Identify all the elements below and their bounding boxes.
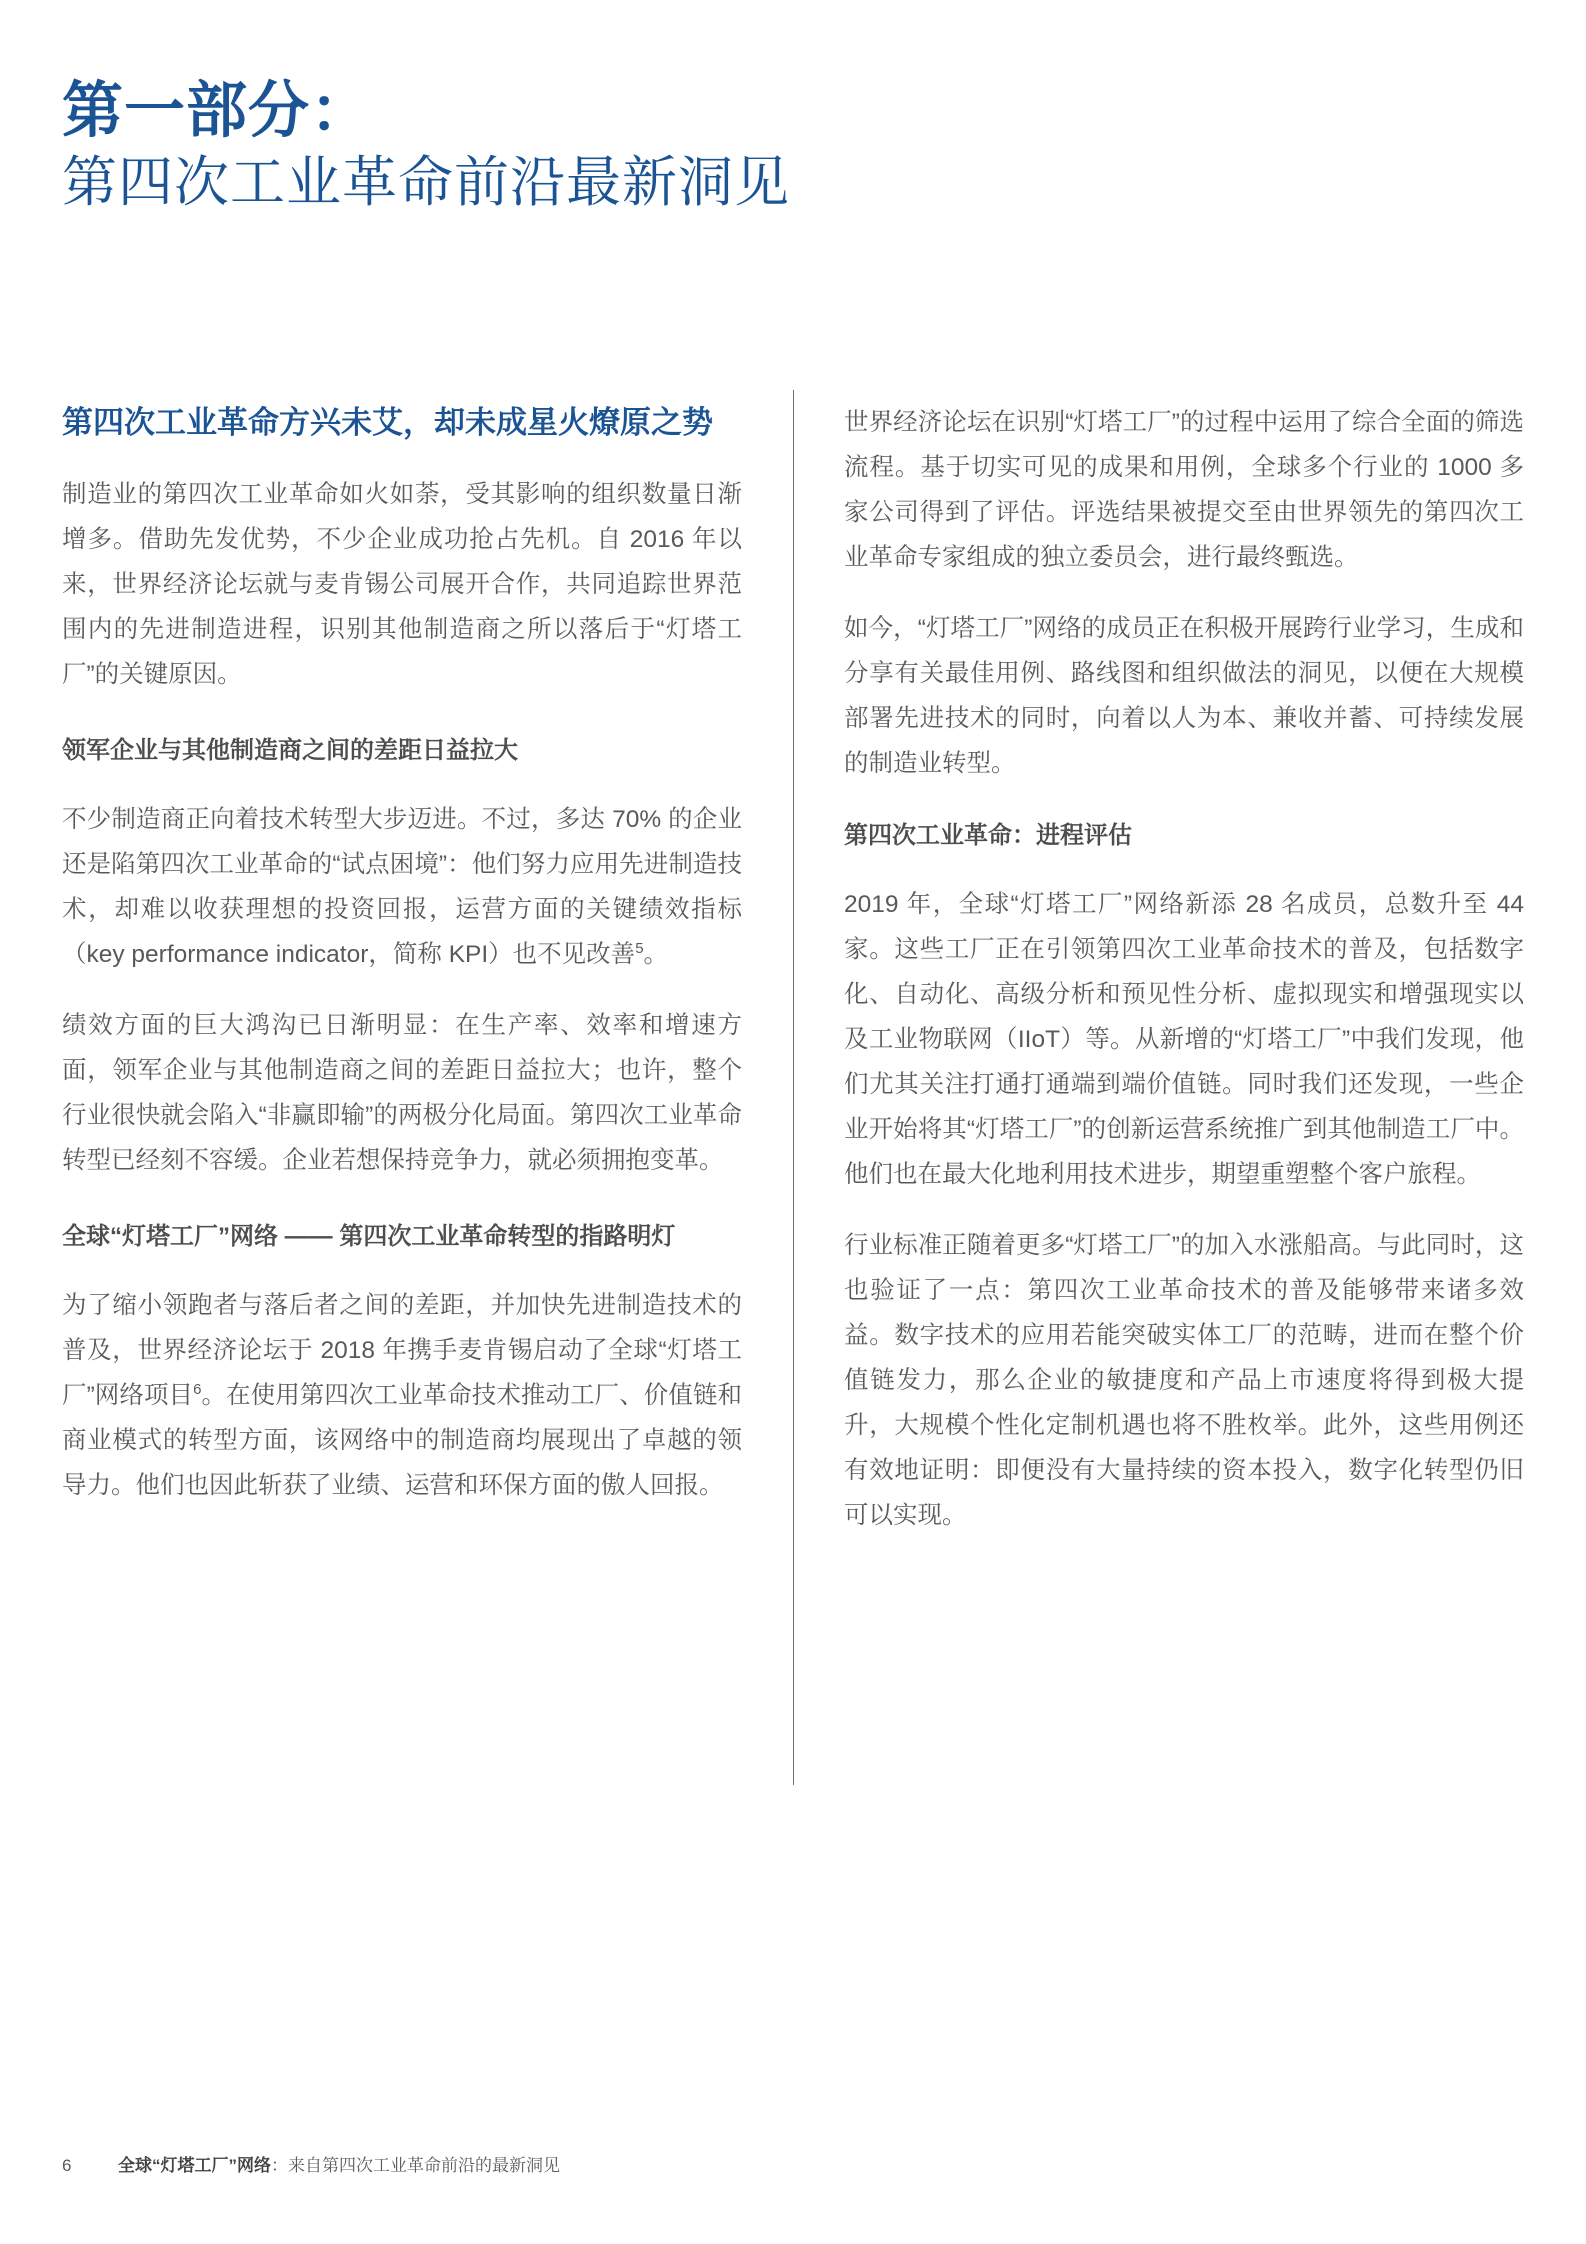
right-paragraph-4: 行业标准正随着更多“灯塔工厂”的加入水涨船高。与此同时，这也验证了一点：第四次工业革命技术的普及能够带来诸多效益。数字技术的应用若能突破实体工厂的范畴，进而在整个价值链发力，那么企业的敏捷度和产品上市速度将得到极大提升，大规模个性化定制机遇也将不胜枚举。此外，这些用例还有效地证明：即便没有大量持续的资本投入，数字化转型仍旧可以实现。 xyxy=(844,1232,1524,1529)
right-paragraph-1: 世界经济论坛在识别“灯塔工厂”的过程中运用了综合全面的筛选流程。基于切实可见的成果和用例，全球多个行业的 1000 多家公司得到了评估。评选结果被提交至由世界领先的第四次工业革命专家组成的独立委员会，进行最终甄选。 xyxy=(844,409,1524,571)
footer-title-rest: ：来自第四次工业革命前沿的最新洞见 xyxy=(271,2156,560,2175)
right-paragraph-2: 如今，“灯塔工厂”网络的成员正在积极开展跨行业学习，生成和分享有关最佳用例、路线图和组织做法的洞见，以便在大规模部署先进技术的同时，向着以人为本、兼收并蓄、可持续发展的制造业转型。 xyxy=(844,615,1524,777)
left-column xyxy=(62,400,742,1508)
left-subheading-2: 全球“灯塔工厂”网络 —— 第四次工业革命转型的指路明灯 xyxy=(62,1223,676,1250)
left-paragraph-3: 绩效方面的巨大鸿沟已日渐明显：在生产率、效率和增速方面，领军企业与其他制造商之间的差距日益拉大；也许，整个行业很快就会陷入“非赢即输”的两极分化局面。第四次工业革命转型已经刻不容缓。企业若想保持竞争力，就必须拥抱变革。 xyxy=(62,1012,742,1174)
page-title xyxy=(62,74,1262,216)
left-paragraph-4-text: 为了缩小领跑者与落后者之间的差距，并加快先进制造技术的普及，世界经济论坛于 2018 年携手麦肯锡启动了全球“灯塔工厂”网络项目 xyxy=(62,1292,742,1409)
footer-page-number: 6 xyxy=(62,2156,72,2175)
left-paragraph-1: 制造业的第四次工业革命如火如荼，受其影响的组织数量日渐增多。借助先发优势，不少企业成功抢占先机。自 2016 年以来，世界经济论坛就与麦肯锡公司展开合作，共同追踪世界范围内的先进制造进程，识别其他制造商之所以落后于“灯塔工厂”的关键原因。 xyxy=(62,481,742,688)
left-section-heading: 第四次工业革命方兴未艾，却未成星火燎原之势 xyxy=(62,405,713,440)
page-title-subtitle: 第四次工业革命前沿最新洞见 xyxy=(62,151,791,213)
footer-title-bold: 全球“灯塔工厂”网络 xyxy=(118,2156,271,2175)
page-title-part-label: 第一部分： xyxy=(62,76,373,144)
right-subheading-1: 第四次工业革命：进程评估 xyxy=(844,822,1132,849)
article-body xyxy=(62,400,1524,1800)
left-paragraph-2-tail: 。 xyxy=(643,941,669,968)
left-subheading-1: 领军企业与其他制造商之间的差距日益拉大 xyxy=(62,737,518,764)
footnote-marker-5: 5 xyxy=(635,939,644,957)
page-footer xyxy=(62,2155,1462,2177)
footnote-marker-6: 6 xyxy=(193,1380,202,1398)
left-paragraph-4-tail: 。在使用第四次工业革命技术推动工厂、价值链和商业模式的转型方面，该网络中的制造商均展现出了卓越的领导力。他们也因此斩获了业绩、运营和环保方面的傲人回报。 xyxy=(62,1382,742,1499)
left-paragraph-2-text: 不少制造商正向着技术转型大步迈进。不过，多达 70% 的企业还是陷第四次工业革命的“试点困境”：他们努力应用先进制造技术，却难以收获理想的投资回报，运营方面的关键绩效指标（key performance indicator，简称 KPI）也不见改善 xyxy=(62,806,742,968)
left-paragraph-2 xyxy=(62,797,742,977)
right-column xyxy=(844,400,1524,1538)
right-paragraph-3: 2019 年，全球“灯塔工厂”网络新添 28 名成员，总数升至 44 家。这些工厂正在引领第四次工业革命技术的普及，包括数字化、自动化、高级分析和预见性分析、虚拟现实和增强现实以及工业物联网（IIoT）等。从新增的“灯塔工厂”中我们发现，他们尤其关注打通打通端到端价值链。同时我们还发现，一些企业开始将其“灯塔工厂”的创新运营系统推广到其他制造工厂中。他们也在最大化地利用技术进步，期望重塑整个客户旅程。 xyxy=(844,891,1524,1188)
column-divider xyxy=(793,390,794,1785)
left-paragraph-4 xyxy=(62,1283,742,1508)
